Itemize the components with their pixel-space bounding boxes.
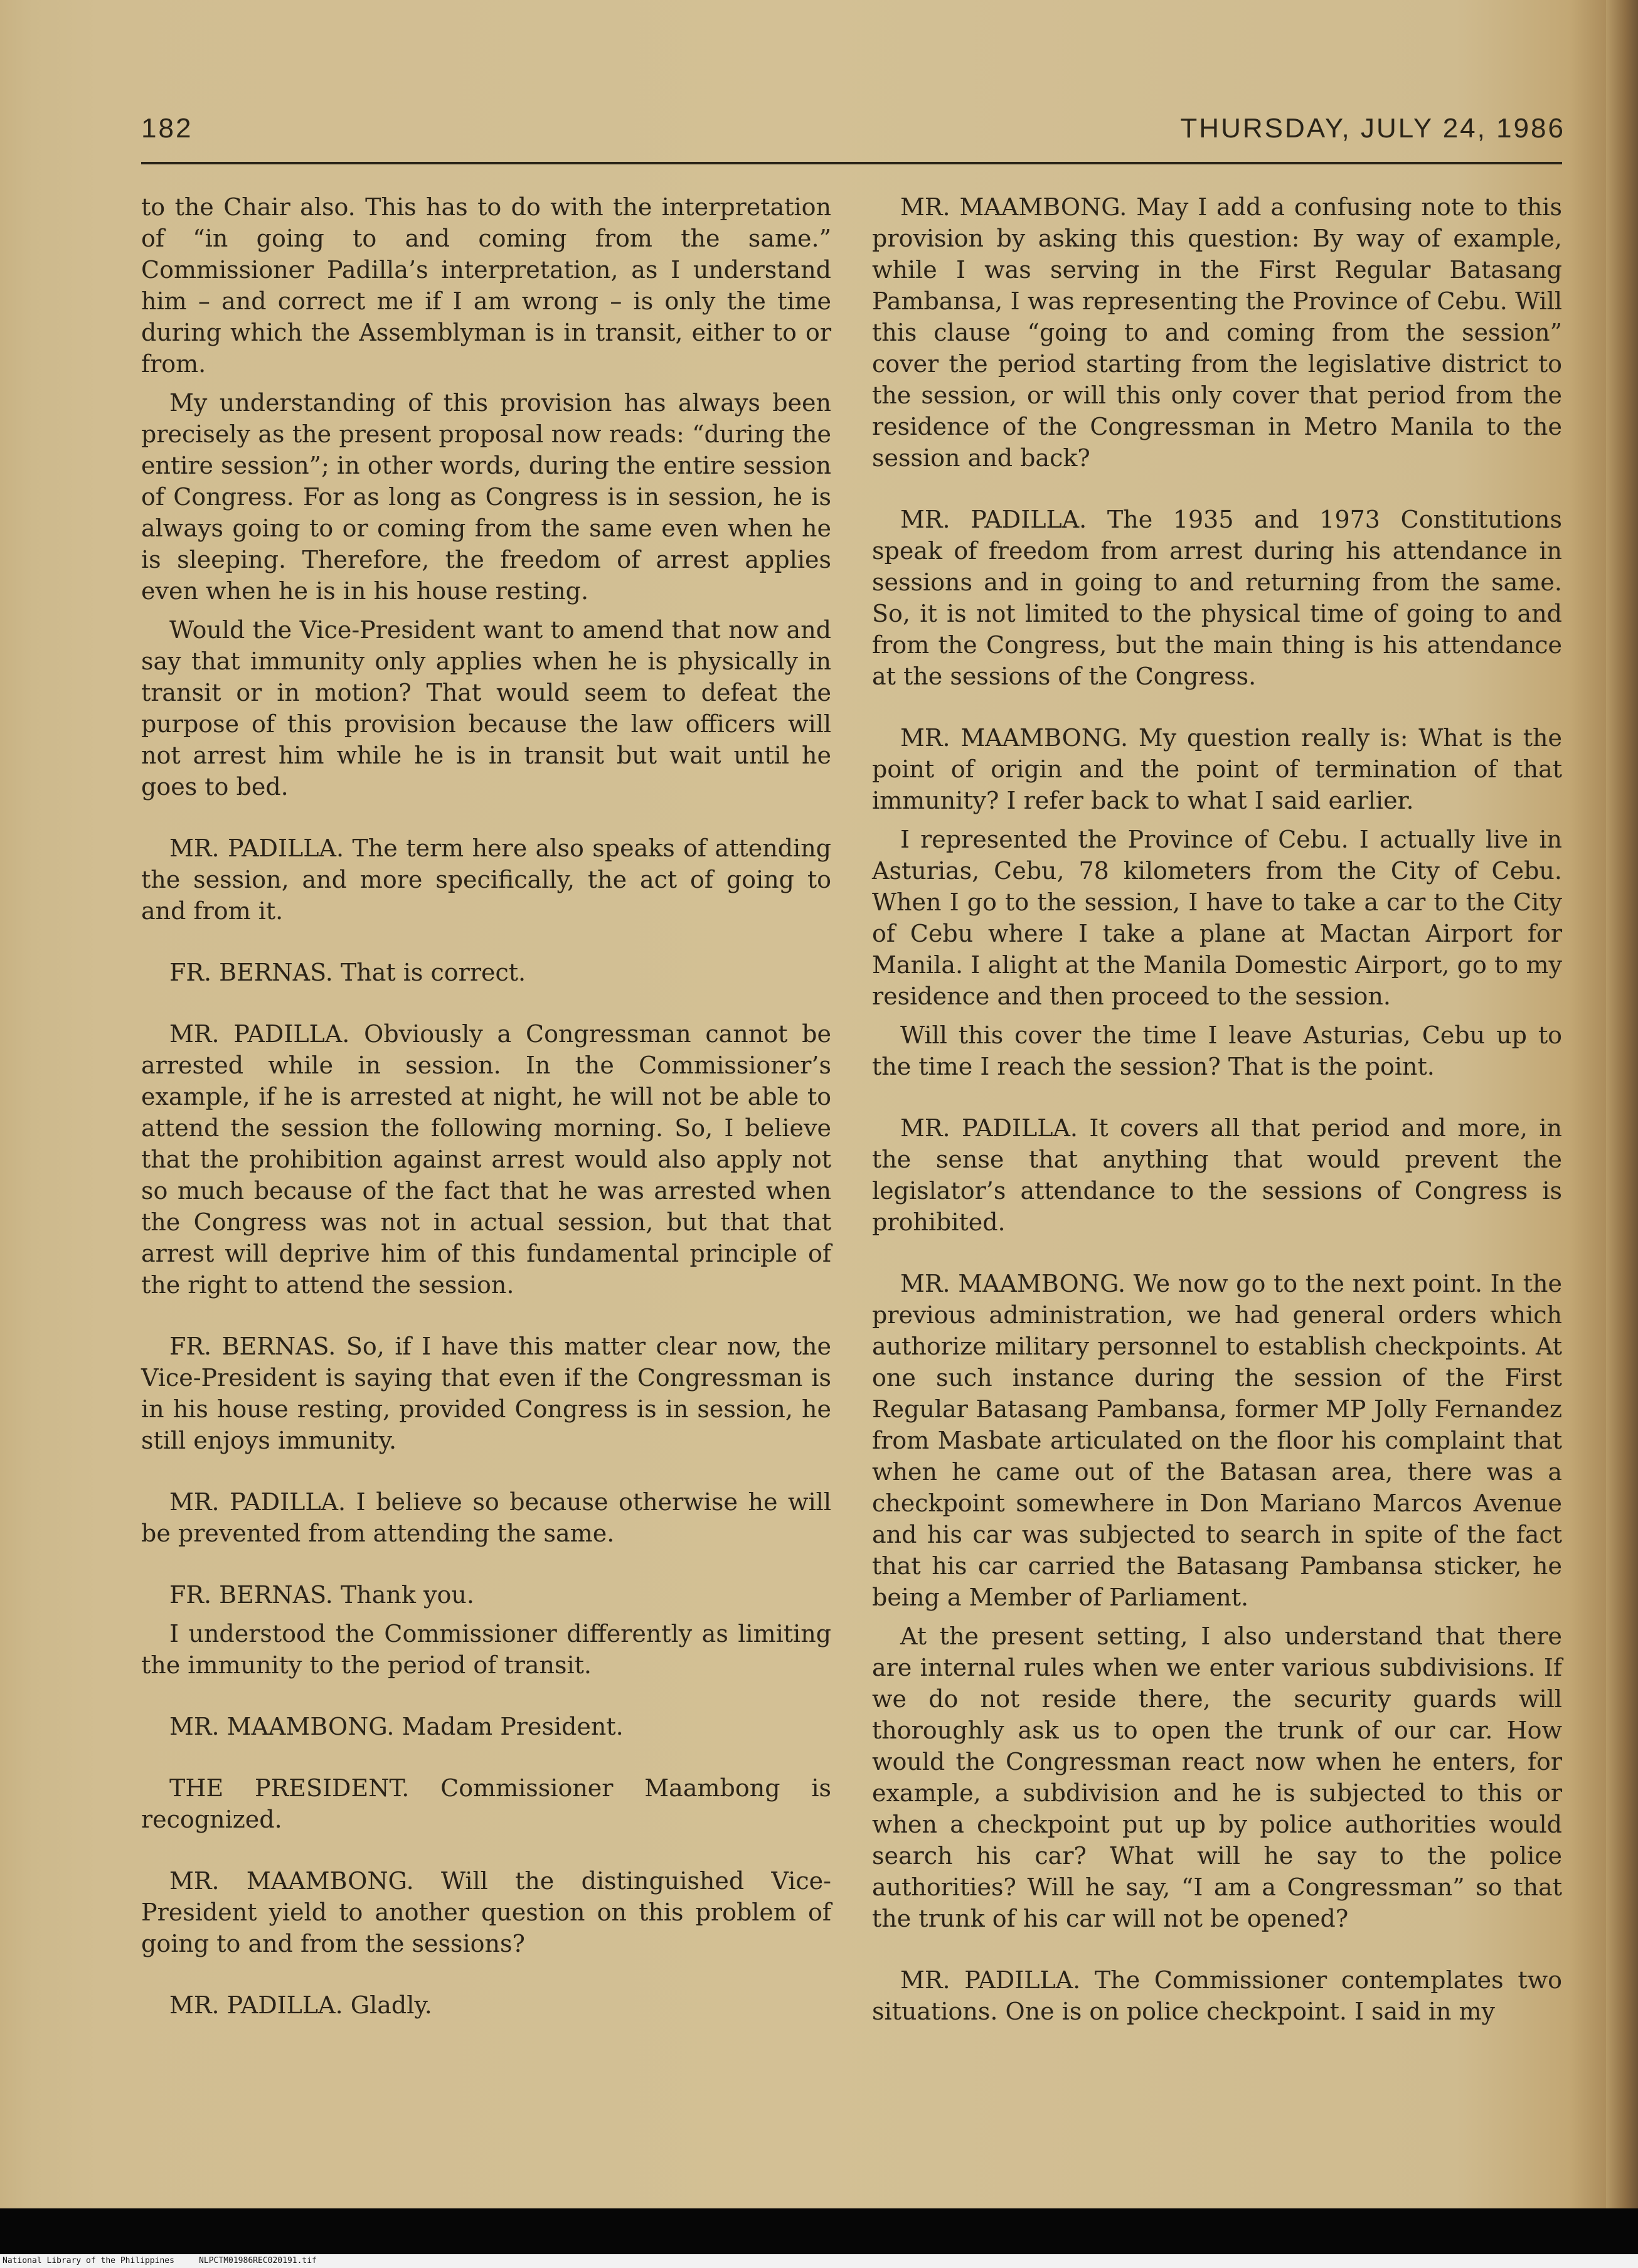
paragraph: MR. MAAMBONG. Will the distinguished Vice-President yield to another question on this problem of going to and from the sessions? [141, 1867, 831, 1957]
scan-info-strip [0, 2254, 1638, 2268]
right-column [872, 191, 1562, 2027]
header-rule [141, 162, 1562, 164]
header-date: THURSDAY, JULY 24, 1986 [1180, 113, 1565, 144]
paragraph: FR. BERNAS. That is correct. [169, 959, 526, 986]
paragraph: MR. MAAMBONG. May I add a confusing note to this provision by asking this question: By way of example, while I was serving in the First Regular Batasang Pambansa, I was representing the Province of Cebu. Will this clause “going to and coming from the session” cover the period starting from the legislative district to the session, or will this only cover that period from the residence of the Congressman in Metro Manila to the session and back? [872, 193, 1562, 472]
paragraph: MR. PADILLA. Obviously a Congressman cannot be arrested while in session. In the Commissioner’s example, if he is arrested at night, he will not be able to attend the session the following morning. So, I believe that the prohibition against arrest would also apply not so much because of the fact that he was arrested when the Congress was not in actual session, but that that arrest will deprive him of this fundamental principle of the right to attend the session. [141, 1020, 831, 1299]
paragraph: MR. PADILLA. The 1935 and 1973 Constitutions speak of freedom from arrest during his attendance in sessions and in going to and returning from the same. So, it is not limited to the physical time of going to and from the Congress, but the main thing is his attendance at the sessions of the Congress. [872, 506, 1562, 690]
paragraph: Would the Vice-President want to amend that now and say that immunity only applies when he is physically in transit or in motion? That would seem to defeat the purpose of this provision because the law officers will not arrest him while he is in transit but wait until he goes to bed. [141, 616, 831, 801]
paragraph: MR. PADILLA. It covers all that period and more, in the sense that anything that would prevent the legislator’s attendance to the sessions of Congress is prohibited. [872, 1114, 1562, 1236]
paragraph: MR. PADILLA. I believe so because otherwise he will be prevented from attending the same. [141, 1488, 831, 1547]
page-number: 182 [141, 113, 193, 144]
paragraph: MR. MAAMBONG. We now go to the next point. In the previous administration, we had general orders which authorize military personnel to establish checkpoints. At one such instance during the session of the First Regular Batasang Pambansa, former MP Jolly Fernandez from Masbate articulated on the floor his complaint that when he came out of the Batasan area, there was a checkpoint somewhere in Don Mariano Marcos Avenue and his car was subjected to search in spite of the fact that his car carried the Batasang Pambansa sticker, he being a Member of Parliament. [872, 1270, 1562, 1611]
paragraph: FR. BERNAS. Thank you. [169, 1581, 474, 1609]
page-edge-shadow [1606, 0, 1638, 2208]
paragraph: to the Chair also. This has to do with the interpretation of “in going to and coming from the same.” Commissioner Padilla’s interpretation, as I understand him – and correct me if I am wrong – is only the time during which the Assemblyman is in transit, either to or from. [141, 193, 831, 378]
scan-footer-band [0, 2208, 1638, 2268]
paragraph: MR. PADILLA. Gladly. [169, 1991, 432, 2019]
paragraph: MR. MAAMBONG. Madam President. [169, 1713, 624, 1740]
paragraph: FR. BERNAS. So, if I have this matter clear now, the Vice-President is saying that even if the Congressman is in his house resting, provided Congress is in session, he still enjoys immunity. [141, 1333, 831, 1454]
paragraph: Will this cover the time I leave Asturias, Cebu up to the time I reach the session? That is the point. [872, 1021, 1562, 1080]
paragraph: I represented the Province of Cebu. I actually live in Asturias, Cebu, 78 kilometers from the City of Cebu. When I go to the session, I have to take a car to the City of Cebu where I take a plane at Mactan Airport for Manila. I alight at the Manila Domestic Airport, go to my residence and then proceed to the session. [872, 826, 1562, 1010]
paragraph: MR. PADILLA. The Commissioner contemplates two situations. One is on police checkpoint. I said in my [872, 1966, 1562, 2025]
paragraph: My understanding of this provision has always been precisely as the present proposal now reads: “during the entire session”; in other words, during the entire session of Congress. For as long as Congress is in session, he is always going to or coming from the same even when he is sleeping. Therefore, the freedom of arrest applies even when he is in his house resting. [141, 389, 831, 605]
paragraph: MR. PADILLA. The term here also speaks of attending the session, and more specifically, the act of going to and from it. [141, 834, 831, 925]
left-column [141, 191, 831, 2021]
paragraph: THE PRESIDENT. Commissioner Maambong is recognized. [141, 1774, 831, 1833]
scan-source-line: National Library of the Philippines NLPCTM01986REC020191.tif [3, 2256, 317, 2265]
running-header [141, 107, 1565, 163]
paragraph: MR. MAAMBONG. My question really is: What is the point of origin and the point of termination of that immunity? I refer back to what I said earlier. [872, 724, 1562, 814]
paragraph: I understood the Commissioner differently as limiting the immunity to the period of transit. [141, 1620, 831, 1679]
paragraph: At the present setting, I also understand that there are internal rules when we enter various subdivisions. If we do not reside there, the security guards will thoroughly ask us to open the trunk of our car. How would the Congressman react now when he enters, for example, a subdivision and he is subjected to this or when a checkpoint put up by police authorities would search his car? What will he say to the police authorities? Will he say, “I am a Congressman” so that the trunk of his car will not be opened? [872, 1622, 1562, 1932]
